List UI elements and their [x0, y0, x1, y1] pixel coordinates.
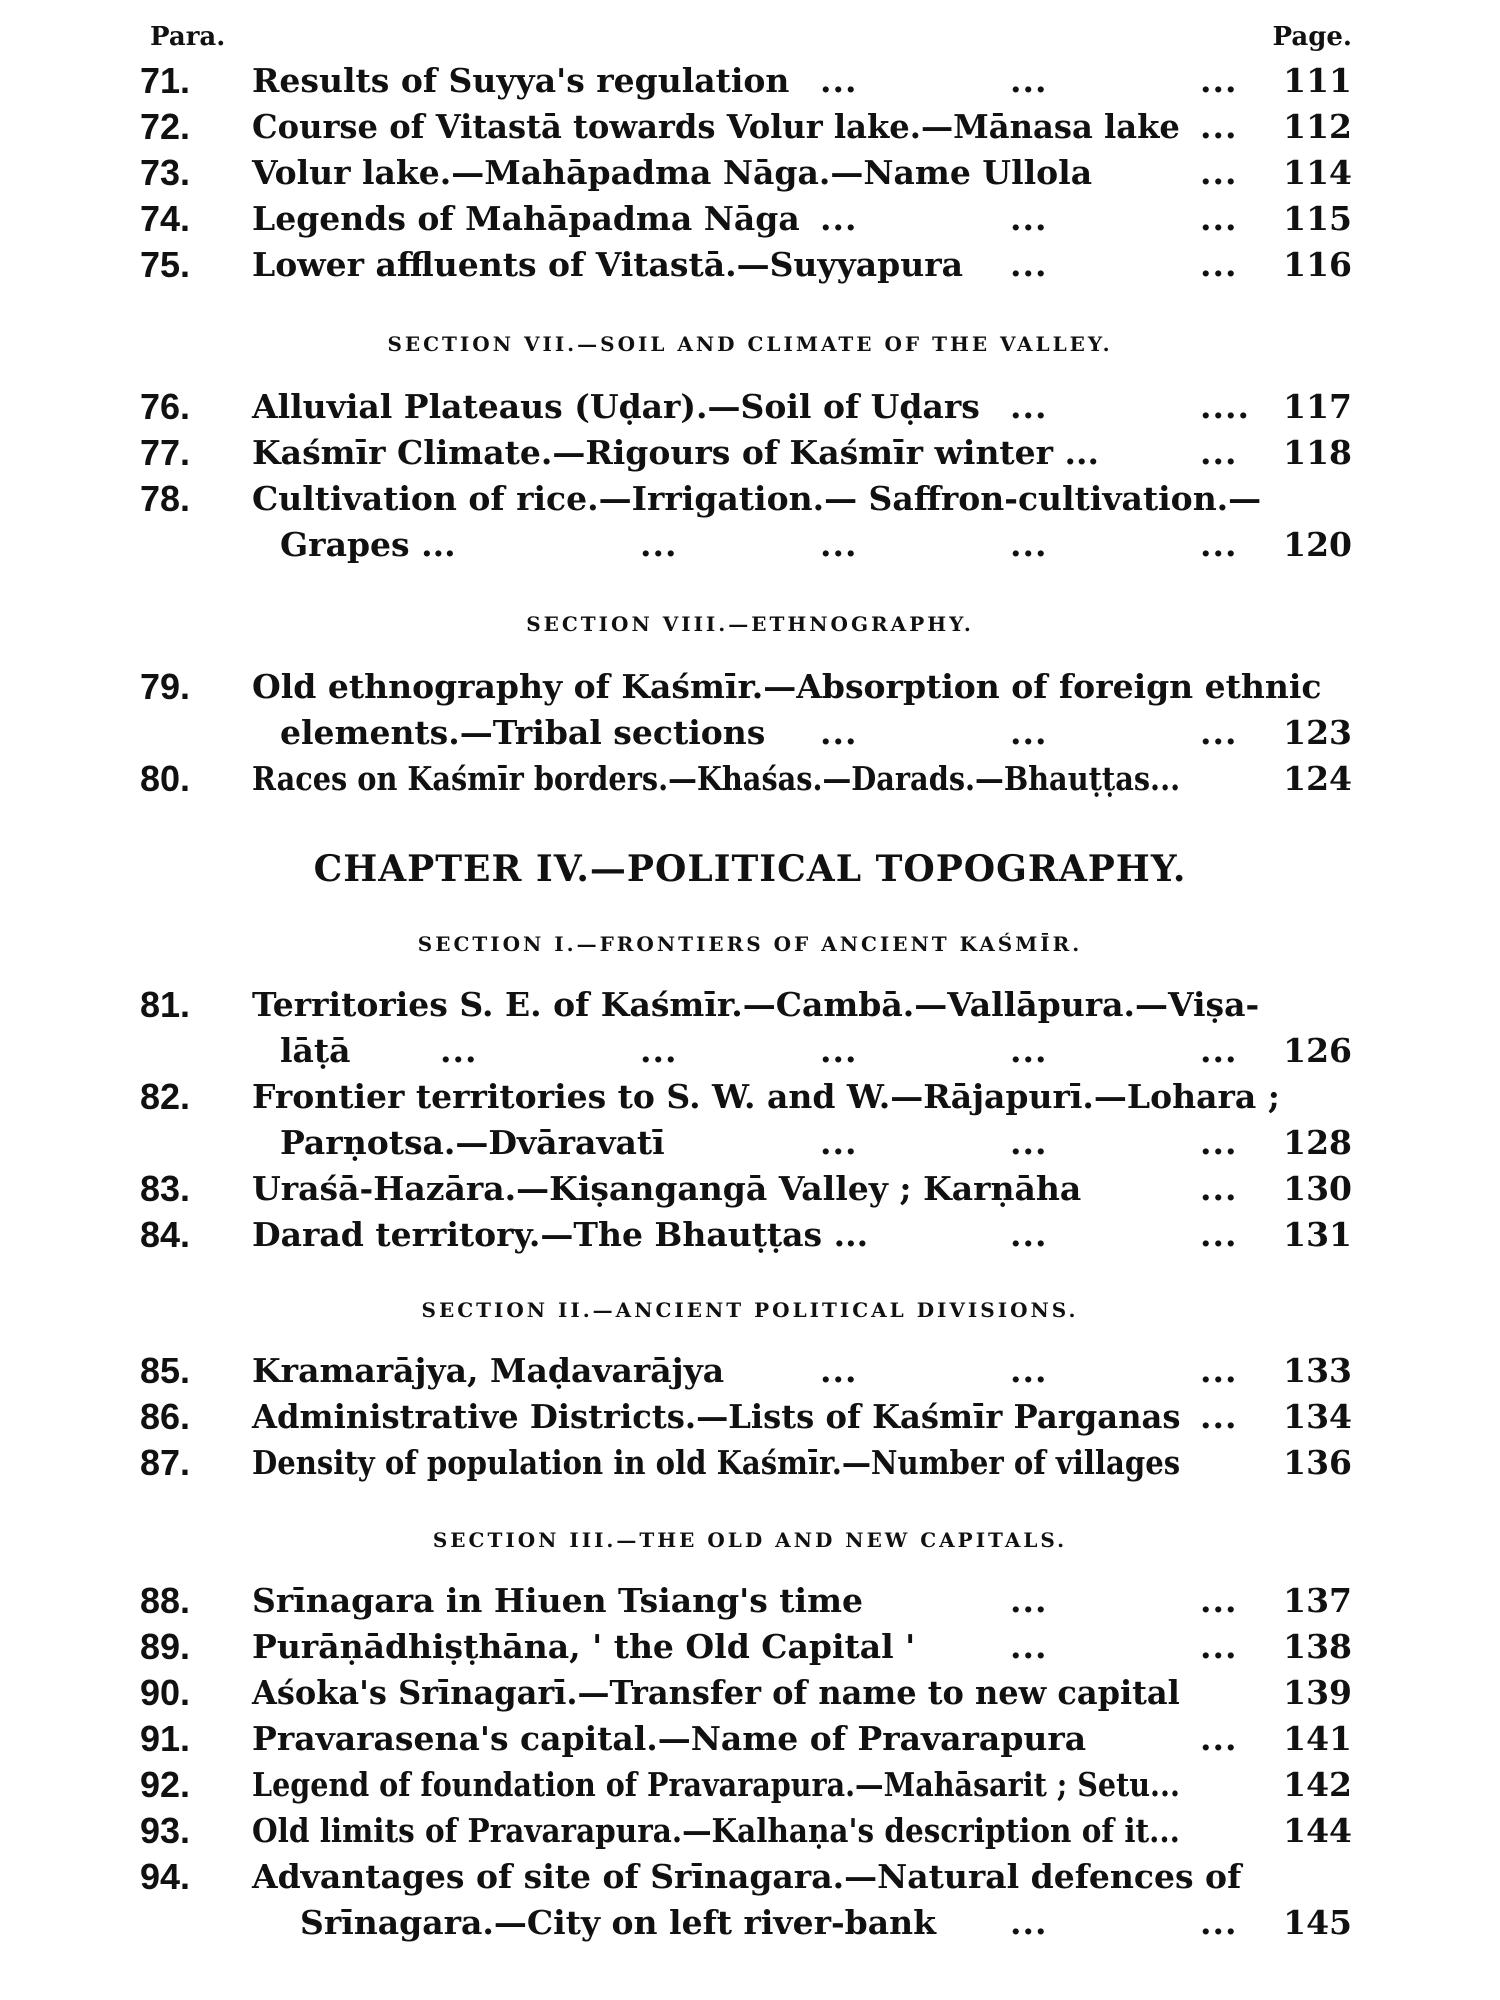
entry-number: 73.	[140, 152, 191, 193]
leader-dots: ...	[1010, 387, 1048, 426]
entry-title: Legends of Mahāpadma Nāga	[252, 199, 800, 238]
leader-dots: ...	[1200, 199, 1238, 238]
leader-dots: ...	[1010, 1215, 1048, 1254]
entry-number: 89.	[140, 1626, 191, 1667]
entry-page: 120	[1283, 525, 1352, 564]
entry-title: Alluvial Plateaus (Uḍar).—Soil of Uḍars	[252, 387, 980, 426]
entry-number: 93.	[140, 1810, 191, 1851]
entry-number: 90.	[140, 1672, 191, 1713]
entry-title: Volur lake.—Mahāpadma Nāga.—Name Ullola	[252, 153, 1093, 192]
entry-page: 145	[1283, 1903, 1352, 1942]
leader-dots: ...	[1200, 1351, 1238, 1390]
leader-dots: ...	[1200, 1627, 1238, 1666]
entry-number: 78.	[140, 478, 191, 519]
entry-title-continuation: Grapes ...	[280, 525, 456, 564]
entry-number: 77.	[140, 432, 191, 473]
leader-dots: ...	[1200, 1903, 1238, 1942]
entry-page: 117	[1283, 387, 1352, 426]
entry-page: 139	[1283, 1673, 1352, 1712]
entry-title: Old ethnography of Kaśmīr.—Absorption of foreign ethnic	[252, 667, 1322, 706]
entry-page: 124	[1283, 759, 1352, 798]
entry-title-continuation: lāṭā	[280, 1031, 351, 1070]
section-heading: SECTION III.—THE OLD AND NEW CAPITALS.	[432, 1528, 1068, 1552]
entry-page: 141	[1283, 1719, 1352, 1758]
entry-page: 130	[1283, 1169, 1352, 1208]
leader-dots: ...	[1200, 1581, 1238, 1620]
page-column-header: Page.	[1272, 22, 1352, 52]
leader-dots: ...	[640, 1031, 678, 1070]
entry-title: Kramarājya, Maḍavarājya	[252, 1351, 725, 1390]
leader-dots: ...	[820, 61, 858, 100]
leader-dots: ...	[1010, 1123, 1048, 1162]
entry-page: 116	[1283, 245, 1352, 284]
entry-title: Purāṇādhiṣṭhāna, ' the Old Capital '	[252, 1627, 916, 1666]
entry-number: 81.	[140, 984, 191, 1025]
entry-title: Course of Vitastā towards Volur lake.—Mānasa lake	[252, 107, 1180, 146]
entry-number: 91.	[140, 1718, 191, 1759]
entry-number: 76.	[140, 386, 191, 427]
entry-page: 134	[1283, 1397, 1352, 1436]
entry-page: 137	[1283, 1581, 1352, 1620]
leader-dots: ...	[820, 713, 858, 752]
leader-dots: ...	[820, 1123, 858, 1162]
entry-title: Pravarasena's capital.—Name of Pravarapura	[252, 1719, 1087, 1758]
leader-dots: ...	[1010, 1903, 1048, 1942]
entry-title: Advantages of site of Srīnagara.—Natural defences of	[252, 1857, 1242, 1896]
leader-dots: ...	[1200, 61, 1238, 100]
entry-number: 71.	[140, 60, 191, 101]
entry-page: 131	[1283, 1215, 1352, 1254]
entry-page: 136	[1283, 1443, 1352, 1482]
entry-page: 123	[1283, 713, 1352, 752]
entry-title: Density of population in old Kaśmīr.—Number of villages	[252, 1443, 1181, 1482]
entry-title: Darad territory.—The Bhauṭṭas ...	[252, 1215, 869, 1254]
leader-dots: ...	[1200, 1397, 1238, 1436]
leader-dots: ...	[1010, 525, 1048, 564]
leader-dots: ...	[1200, 245, 1238, 284]
section-heading: SECTION I.—FRONTIERS OF ANCIENT KAŚMĪR.	[417, 932, 1083, 956]
entry-page: 115	[1283, 199, 1352, 238]
entry-title: Races on Kaśmīr borders.—Khaśas.—Darads.—Bhauṭṭas...	[252, 759, 1181, 798]
leader-dots: ...	[1200, 1123, 1238, 1162]
entry-page: 142	[1283, 1765, 1352, 1804]
leader-dots: ...	[1010, 199, 1048, 238]
leader-dots: ...	[820, 1351, 858, 1390]
entry-number: 87.	[140, 1442, 191, 1483]
entry-title-continuation: Srīnagara.—City on left river-bank	[300, 1903, 936, 1942]
entry-number: 79.	[140, 666, 191, 707]
entry-number: 72.	[140, 106, 191, 147]
entry-page: 111	[1283, 61, 1352, 100]
entry-title: Cultivation of rice.—Irrigation.— Saffron-cultivation.—	[252, 479, 1262, 518]
leader-dots: ...	[1010, 1351, 1048, 1390]
entry-title-continuation: Parṇotsa.—Dvāravatī	[280, 1123, 665, 1162]
para-column-header: Para.	[150, 22, 226, 52]
entry-number: 74.	[140, 198, 191, 239]
leader-dots: ...	[1200, 1215, 1238, 1254]
entry-number: 92.	[140, 1764, 191, 1805]
leader-dots: ...	[1200, 1031, 1238, 1070]
entry-number: 86.	[140, 1396, 191, 1437]
leader-dots: ...	[820, 1031, 858, 1070]
entry-page: 114	[1283, 153, 1352, 192]
entry-title: Legend of foundation of Pravarapura.—Mahāsarit ; Setu...	[252, 1765, 1180, 1804]
entry-title: Kaśmīr Climate.—Rigours of Kaśmīr winter ...	[252, 433, 1100, 472]
leader-dots: ...	[1200, 525, 1238, 564]
entry-page: 144	[1283, 1811, 1352, 1850]
leader-dots: ...	[1200, 1719, 1238, 1758]
leader-dots: ...	[1010, 245, 1048, 284]
entry-title: Territories S. E. of Kaśmīr.—Cambā.—Vallāpura.—Viṣa-	[252, 985, 1260, 1024]
entry-number: 88.	[140, 1580, 191, 1621]
entry-title: Srīnagara in Hiuen Tsiang's time	[252, 1581, 863, 1620]
section-heading: SECTION II.—ANCIENT POLITICAL DIVISIONS.	[421, 1298, 1079, 1322]
entry-title: Uraśā-Hazāra.—Kiṣangangā Valley ; Karṇāha	[252, 1169, 1082, 1208]
leader-dots: ...	[440, 1031, 478, 1070]
leader-dots: ...	[1200, 107, 1238, 146]
entry-number: 85.	[140, 1350, 191, 1391]
leader-dots: ...	[1200, 713, 1238, 752]
entry-title: Aśoka's Srīnagarī.—Transfer of name to new capital	[252, 1673, 1180, 1712]
entry-number: 83.	[140, 1168, 191, 1209]
leader-dots: ...	[820, 525, 858, 564]
section-heading: SECTION VII.—SOIL AND CLIMATE OF THE VALLEY.	[387, 332, 1113, 356]
entry-title: Old limits of Pravarapura.—Kalhaṇa's description of it...	[252, 1811, 1180, 1850]
entry-number: 80.	[140, 758, 191, 799]
entry-page: 126	[1283, 1031, 1352, 1070]
section-heading: SECTION VIII.—ETHNOGRAPHY.	[526, 612, 974, 636]
entry-page: 118	[1283, 433, 1352, 472]
leader-dots: ...	[1200, 153, 1238, 192]
entry-number: 84.	[140, 1214, 191, 1255]
entry-page: 138	[1283, 1627, 1352, 1666]
entry-page: 128	[1283, 1123, 1352, 1162]
entry-number: 82.	[140, 1076, 191, 1117]
entry-page: 133	[1283, 1351, 1352, 1390]
leader-dots: ...	[1010, 1627, 1048, 1666]
entry-title: Frontier territories to S. W. and W.—Rājapurī.—Lohara ;	[252, 1077, 1280, 1116]
leader-dots: ...	[640, 525, 678, 564]
entry-title: Administrative Districts.—Lists of Kaśmīr Parganas	[252, 1397, 1181, 1436]
entry-title-continuation: elements.—Tribal sections	[280, 713, 766, 752]
entry-number: 94.	[140, 1856, 191, 1897]
leader-dots: ...	[1200, 1169, 1238, 1208]
entry-page: 112	[1283, 107, 1352, 146]
leader-dots: ...	[1010, 61, 1048, 100]
leader-dots: ...	[1200, 433, 1238, 472]
entry-title: Results of Suyya's regulation	[252, 61, 790, 100]
leader-dots: ...	[820, 199, 858, 238]
leader-dots: ....	[1200, 387, 1250, 426]
chapter-heading: CHAPTER IV.—POLITICAL TOPOGRAPHY.	[313, 848, 1187, 890]
leader-dots: ...	[1010, 1581, 1048, 1620]
entry-title: Lower affluents of Vitastā.—Suyyapura	[252, 245, 963, 284]
entry-number: 75.	[140, 244, 191, 285]
leader-dots: ...	[1010, 713, 1048, 752]
leader-dots: ...	[1010, 1031, 1048, 1070]
